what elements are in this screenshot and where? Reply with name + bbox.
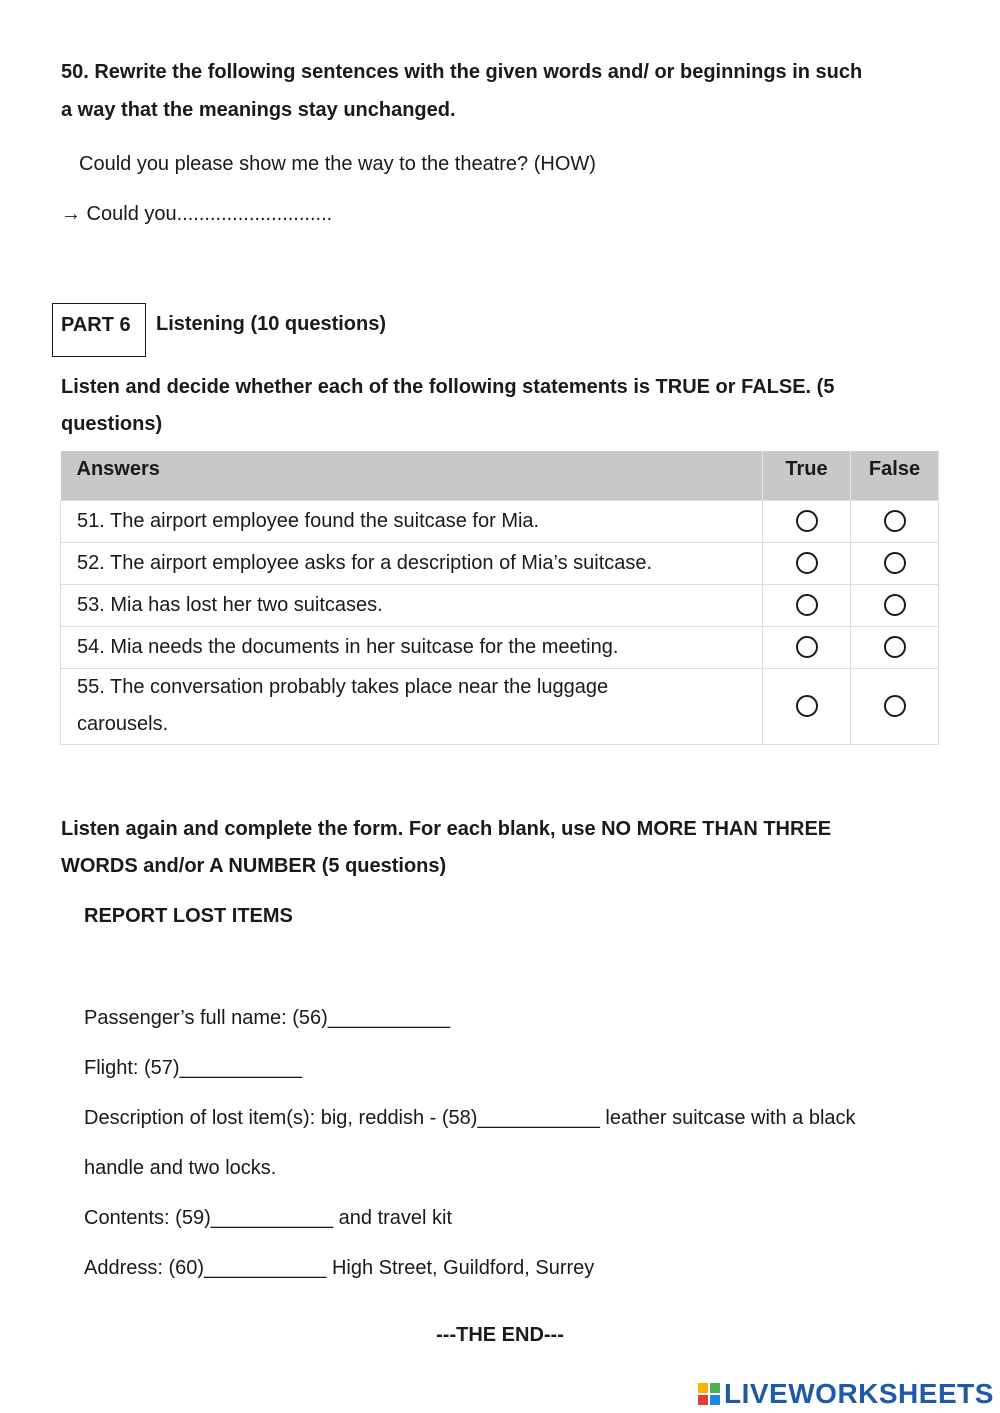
- table-row: [61, 584, 939, 626]
- table-row: [61, 626, 939, 668]
- liveworksheets-logo: [698, 1379, 994, 1409]
- q52-true-radio[interactable]: [796, 552, 818, 574]
- part-title: Listening (10 questions): [156, 313, 387, 335]
- statement-52: 52. The airport employee asks for a description of Mia’s suitcase.: [61, 542, 763, 584]
- part-label: PART 6: [61, 314, 131, 336]
- form-line-contents[interactable]: Contents: (59)___________ and travel kit: [84, 1207, 453, 1229]
- statement-54: 54. Mia needs the documents in her suitcase for the meeting.: [61, 626, 763, 668]
- tf-instruction-line-2: questions): [61, 413, 163, 435]
- q54-true-radio[interactable]: [796, 636, 818, 658]
- header-true: True: [763, 451, 851, 500]
- header-answers: Answers: [61, 451, 763, 500]
- end-text: ---THE END---: [436, 1324, 564, 1346]
- logo-text: LIVEWORKSHEETS: [724, 1378, 994, 1409]
- form-line-description[interactable]: Description of lost item(s): big, reddish - (58)___________ leather suitcase with a black: [84, 1107, 856, 1129]
- q50-instruction-line-1: 50. Rewrite the following sentences with the given words and/ or beginnings in such: [61, 61, 863, 83]
- form-instruction-line-1: Listen again and complete the form. For each blank, use NO MORE THAN THREE: [61, 818, 832, 840]
- statement-55-line-2: carousels.: [77, 713, 169, 735]
- q51-true-radio[interactable]: [796, 510, 818, 532]
- tf-instruction-line-1: Listen and decide whether each of the following statements is TRUE or FALSE. (5: [61, 376, 835, 398]
- q54-false-radio[interactable]: [884, 636, 906, 658]
- statement-55-line-1: 55. The conversation probably takes place near the luggage: [77, 676, 609, 698]
- true-false-table: [60, 451, 939, 745]
- statement-55: [61, 668, 763, 744]
- q52-false-radio[interactable]: [884, 552, 906, 574]
- form-line-name[interactable]: Passenger’s full name: (56)___________: [84, 1007, 451, 1029]
- q55-false-radio[interactable]: [884, 695, 906, 717]
- form-line-address[interactable]: Address: (60)___________ High Street, Guildford, Surrey: [84, 1257, 595, 1279]
- table-row: [61, 542, 939, 584]
- q55-true-radio[interactable]: [796, 695, 818, 717]
- q53-false-radio[interactable]: [884, 594, 906, 616]
- logo-grid-icon: [698, 1383, 720, 1405]
- table-row: [61, 668, 939, 744]
- table-row: [61, 500, 939, 542]
- form-line-flight[interactable]: Flight: (57)___________: [84, 1057, 302, 1079]
- q50-sentence: Could you please show me the way to the theatre? (HOW): [79, 153, 596, 175]
- header-false: False: [851, 451, 939, 500]
- statement-53: 53. Mia has lost her two suitcases.: [61, 584, 763, 626]
- form-instruction-line-2: WORDS and/or A NUMBER (5 questions): [61, 855, 447, 877]
- form-line-description-cont: handle and two locks.: [84, 1157, 277, 1179]
- part-label-box: [52, 303, 146, 357]
- statement-51: 51. The airport employee found the suitcase for Mia.: [61, 500, 763, 542]
- q50-answer-prompt[interactable]: → Could you............................: [61, 203, 333, 225]
- q50-instruction-line-2: a way that the meanings stay unchanged.: [61, 99, 456, 121]
- table-header-row: [61, 451, 939, 500]
- q51-false-radio[interactable]: [884, 510, 906, 532]
- q53-true-radio[interactable]: [796, 594, 818, 616]
- form-title: REPORT LOST ITEMS: [84, 905, 293, 927]
